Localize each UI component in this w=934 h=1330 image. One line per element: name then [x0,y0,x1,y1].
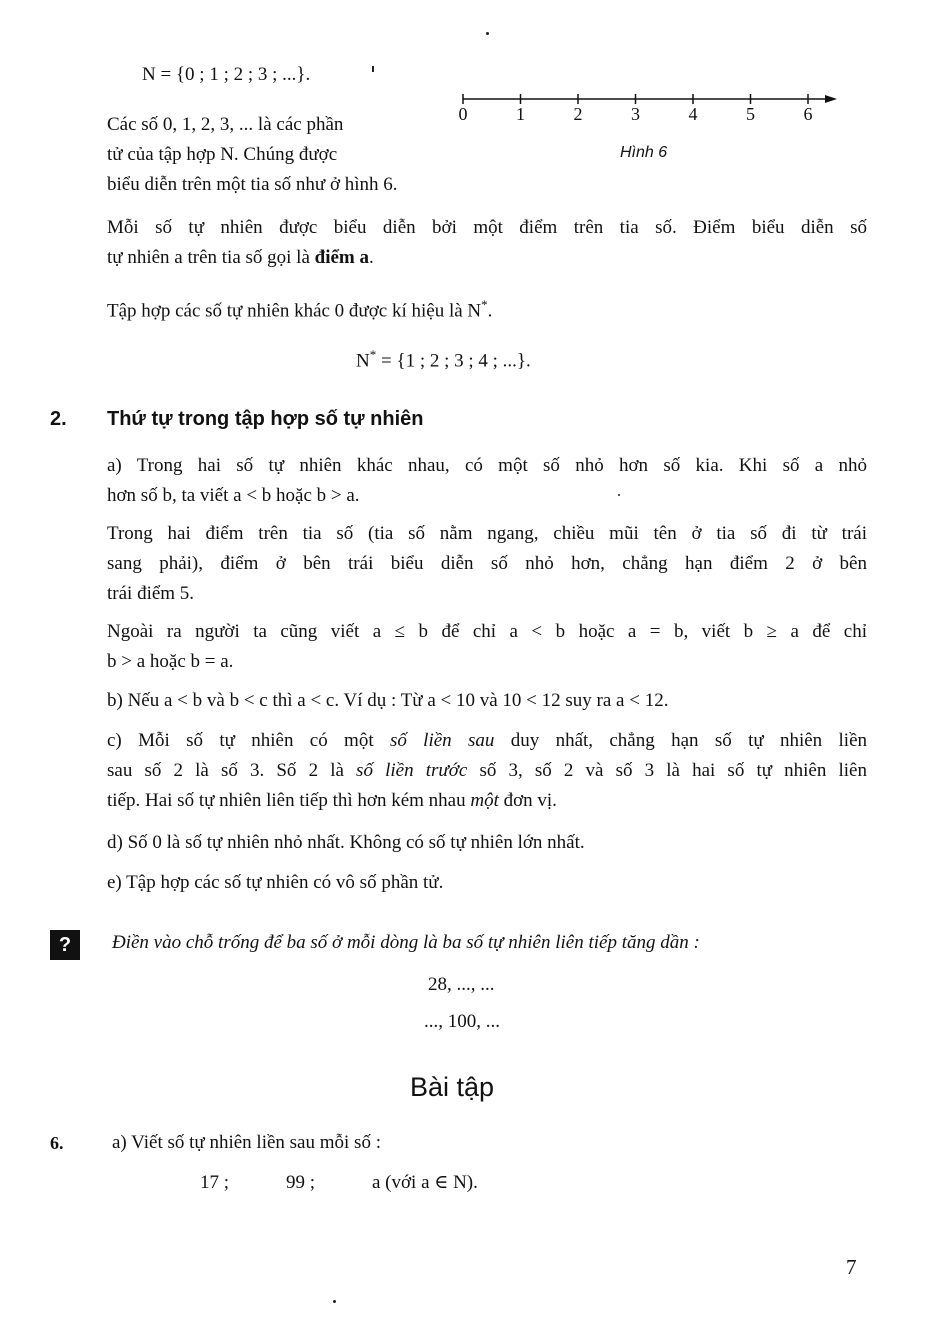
number-line-tick-label: 3 [631,104,640,124]
intro-paragraph [107,110,497,200]
intro-line: tử của tập hợp N. Chúng được [107,144,338,165]
point-line-pre: tự nhiên a trên tia số gọi là [107,247,315,268]
intro-line: biểu diễn trên một tia số như ở hình 6. [107,174,398,195]
exercise-value: a (với a ∈ N). [372,1172,478,1193]
number-line-tick-label: 2 [573,104,583,124]
point-line: Mỗi số tự nhiên được biểu diễn bởi một điểm trên tia số. Điểm biểu diễn số [107,217,867,238]
leq-paragraph [107,617,867,677]
scan-speck [333,1300,336,1303]
number-line-figure [455,88,845,168]
item-c [107,726,867,816]
exercise-number: 6. [50,1133,64,1153]
item-c-line [107,756,867,786]
item-c-line [107,726,867,756]
exercise-value: 17 ; [200,1172,230,1193]
number-line-tick-label: 5 [746,104,755,124]
leq-line: b > a hoặc b = a. [107,651,234,672]
item-c-text: duy nhất, chẳng hạn số tự nhiên liền [494,730,868,751]
number-line-tick-label: 4 [688,104,698,124]
item-e: e) Tập hợp các số tự nhiên có vô số phần tử. [107,872,444,893]
section-number: 2. [50,408,67,430]
point-line-post: . [369,247,374,268]
set-n-definition: N = {0 ; 1 ; 2 ; 3 ; ...}. [142,64,311,85]
intro-line: Các số 0, 1, 2, 3, ... là các phần [107,114,344,135]
number-line-tick-label: 1 [516,104,525,124]
item-a [107,451,867,511]
question-mark-icon: ? [50,930,80,960]
nstar-set-sup: * [369,347,377,362]
item-c-italic: một [470,790,499,811]
section-title: Thứ tự trong tập hợp số tự nhiên [107,408,424,430]
item-c-italic: số liền sau [389,730,495,751]
item-a-line: hơn số b, ta viết a < b hoặc b > a. [107,485,360,506]
item-c-text: sau số 2 là số 3. Số 2 là [107,760,357,781]
nstar-paragraph [107,290,492,326]
nstar-set-elements: = {1 ; 2 ; 3 ; 4 ; ...}. [376,350,531,372]
exercise-value: 99 ; [286,1172,316,1193]
nstar-set-symbol: N [356,350,370,372]
scan-speck [372,66,374,72]
nstar-set [356,340,531,376]
item-c-text: tiếp. Hai số tự nhiên liên tiếp thì hơn kém nhau [107,790,471,811]
scan-speck [486,32,489,35]
point-paragraph [107,213,867,273]
exercise-6a: a) Viết số tự nhiên liền sau mỗi số : [112,1132,381,1153]
question-row: ..., 100, ... [424,1011,500,1032]
number-line-tick-label: 6 [803,104,813,124]
item-c-text: đơn vị. [498,790,557,811]
number-line-arrow-icon [825,95,837,103]
nstar-text: Tập hợp các số tự nhiên khác 0 được kí hiệu là N [107,300,482,322]
question-row: 28, ..., ... [428,974,495,995]
ray-line: sang phải), điểm ở bên trái biểu diễn số nhỏ hơn, chẳng hạn điểm 2 ở bên [107,553,867,574]
figure-caption: Hình 6 [620,144,668,161]
ray-line: Trong hai điểm trên tia số (tia số nằm ngang, chiều mũi tên ở tia số đi từ trái [107,523,867,544]
ray-line: trái điểm 5. [107,583,195,604]
item-d: d) Số 0 là số tự nhiên nhỏ nhất. Không có số tự nhiên lớn nhất. [107,832,585,853]
nstar-sup: * [481,297,488,312]
item-c-italic: số liền trước [356,760,468,781]
exercises-title: Bài tập [410,1072,495,1102]
page-number: 7 [846,1255,857,1279]
leq-line: Ngoài ra người ta cũng viết a ≤ b để chỉ a < b hoặc a = b, viết b ≥ a để chỉ [107,621,867,642]
point-a-term: điểm a [314,247,369,268]
item-c-line [107,790,557,811]
item-c-text: c) Mỗi số tự nhiên có một [107,730,390,751]
item-c-text: số 3, số 2 và số 3 là hai số tự nhiên liên [467,760,867,781]
number-line-tick-label: 0 [458,104,468,124]
ray-paragraph [107,519,867,609]
nstar-end: . [487,300,493,322]
question-text: Điền vào chỗ trống để ba số ở mỗi dòng là ba số tự nhiên liên tiếp tăng dần : [112,932,700,953]
item-b: b) Nếu a < b và b < c thì a < c. Ví dụ : Từ a < 10 và 10 < 12 suy ra a < 12. [107,690,669,711]
item-a-line: a) Trong hai số tự nhiên khác nhau, có một số nhỏ hơn số kia. Khi số a nhỏ [107,455,867,476]
